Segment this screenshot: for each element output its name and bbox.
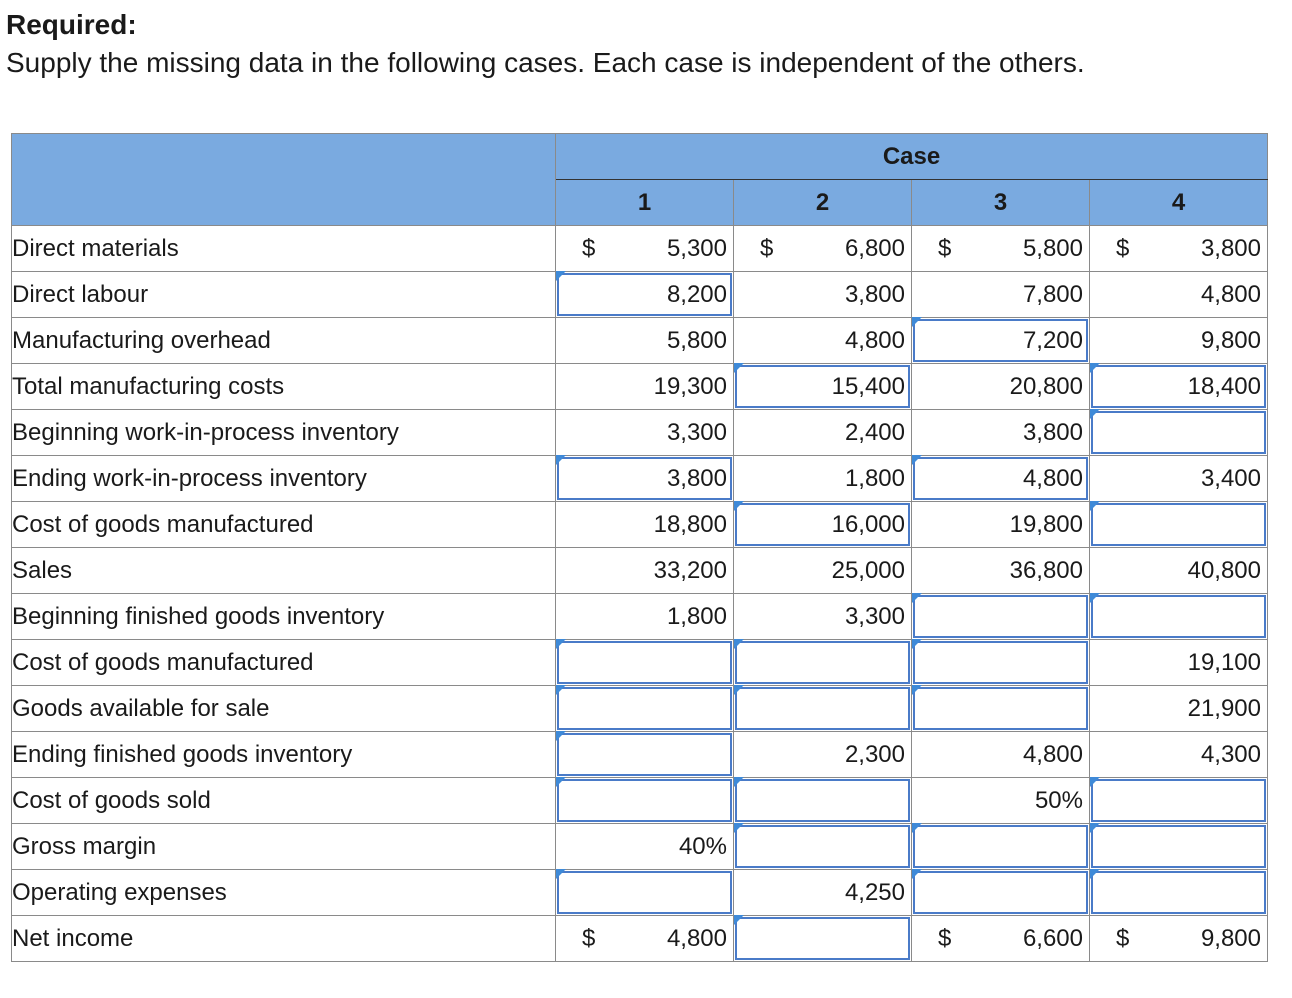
case-4-cell[interactable] <box>1090 824 1268 870</box>
table-row <box>12 410 1268 456</box>
cell-content <box>556 732 733 777</box>
case-4-cell[interactable] <box>1090 594 1268 640</box>
cell-content <box>734 364 911 409</box>
case-4-cell <box>1090 916 1268 962</box>
row-label: Operating expenses <box>12 870 556 916</box>
instructions-text: Supply the missing data in the following cases. Each case is independent of the others. <box>6 47 1085 78</box>
cell-content <box>734 732 911 777</box>
cell-value: 21,900 <box>1187 694 1261 722</box>
case-2-cell <box>734 870 912 916</box>
case-2-cell <box>734 272 912 318</box>
cell-content <box>1090 594 1267 639</box>
cell-value: 3,400 <box>1200 464 1261 492</box>
case-3-cell <box>912 548 1090 594</box>
cell-content <box>734 778 911 823</box>
cell-content <box>1090 778 1267 823</box>
cell-value: 19,300 <box>653 372 727 400</box>
cell-content <box>556 226 733 271</box>
cell-value: 4,250 <box>844 878 905 906</box>
cell-content <box>556 502 733 547</box>
case-3-cell[interactable] <box>912 640 1090 686</box>
cell-content <box>556 594 733 639</box>
cases-table <box>11 133 1268 962</box>
row-label: Gross margin <box>12 824 556 870</box>
cell-value: 4,800 <box>1022 464 1083 492</box>
dollar-sign: $ <box>938 924 952 952</box>
dollar-sign: $ <box>582 924 596 952</box>
cell-content <box>1090 870 1267 915</box>
cell-content <box>912 594 1089 639</box>
cell-content <box>556 686 733 731</box>
table-row <box>12 272 1268 318</box>
case-3-cell <box>912 410 1090 456</box>
cell-value: 5,300 <box>666 234 727 262</box>
cell-content <box>734 870 911 915</box>
row-label: Sales <box>12 548 556 594</box>
cell-value: 33,200 <box>653 556 727 584</box>
cell-content <box>1090 502 1267 547</box>
case-1-cell <box>556 410 734 456</box>
case-2-cell <box>734 226 912 272</box>
cell-content <box>1090 686 1267 731</box>
cell-content <box>556 870 733 915</box>
cell-content <box>912 364 1089 409</box>
case-4-cell <box>1090 548 1268 594</box>
case-2-cell <box>734 456 912 502</box>
heading-required: Required: <box>6 9 137 40</box>
case-4-cell <box>1090 272 1268 318</box>
case-3-cell[interactable] <box>912 870 1090 916</box>
cell-value: 15,400 <box>831 372 905 400</box>
case-4-cell[interactable] <box>1090 502 1268 548</box>
cell-content <box>556 916 733 961</box>
table-body <box>12 226 1268 962</box>
cell-value: 9,800 <box>1200 326 1261 354</box>
cell-value: 19,100 <box>1187 648 1261 676</box>
cell-value: 40% <box>678 832 727 860</box>
cell-value: 16,000 <box>831 510 905 538</box>
cell-value: 3,300 <box>666 418 727 446</box>
case-4-cell[interactable] <box>1090 410 1268 456</box>
cell-content <box>556 364 733 409</box>
cell-content <box>912 272 1089 317</box>
row-label: Total manufacturing costs <box>12 364 556 410</box>
case-3-cell <box>912 916 1090 962</box>
cell-content <box>912 456 1089 501</box>
cell-content <box>1090 272 1267 317</box>
cell-value: 2,300 <box>844 740 905 768</box>
dollar-sign: $ <box>1116 234 1130 262</box>
cell-content <box>912 916 1089 961</box>
cell-value: 20,800 <box>1009 372 1083 400</box>
cell-content <box>912 410 1089 455</box>
case-4-cell <box>1090 640 1268 686</box>
cell-content <box>556 410 733 455</box>
cell-content <box>1090 824 1267 869</box>
case-1-cell <box>556 548 734 594</box>
case-4-cell[interactable] <box>1090 870 1268 916</box>
cell-content <box>912 732 1089 777</box>
cell-value: 3,800 <box>666 464 727 492</box>
case-4-cell <box>1090 456 1268 502</box>
cell-content <box>1090 456 1267 501</box>
table-row <box>12 778 1268 824</box>
cell-value: 5,800 <box>666 326 727 354</box>
row-label: Ending finished goods inventory <box>12 732 556 778</box>
cell-value: 9,800 <box>1200 924 1261 952</box>
case-4-cell <box>1090 732 1268 778</box>
cell-content <box>1090 410 1267 455</box>
cell-content <box>556 318 733 363</box>
case-2-cell <box>734 594 912 640</box>
case-2-cell[interactable] <box>734 364 912 410</box>
case-4-cell <box>1090 686 1268 732</box>
cell-value: 2,400 <box>844 418 905 446</box>
cell-content <box>556 778 733 823</box>
row-label: Manufacturing overhead <box>12 318 556 364</box>
table-row <box>12 318 1268 364</box>
case-3-cell[interactable] <box>912 318 1090 364</box>
cell-value: 36,800 <box>1009 556 1083 584</box>
row-label: Beginning finished goods inventory <box>12 594 556 640</box>
cell-value: 3,800 <box>1022 418 1083 446</box>
table-row <box>12 870 1268 916</box>
cell-value: 4,300 <box>1200 740 1261 768</box>
dollar-sign: $ <box>1116 924 1130 952</box>
cell-content <box>556 456 733 501</box>
cell-content <box>1090 548 1267 593</box>
case-1-cell[interactable] <box>556 456 734 502</box>
case-2-cell <box>734 732 912 778</box>
cell-content <box>1090 318 1267 363</box>
case-3-cell <box>912 732 1090 778</box>
case-4-cell <box>1090 226 1268 272</box>
cell-value: 1,800 <box>844 464 905 492</box>
cell-value: 7,200 <box>1022 326 1083 354</box>
case-3-cell <box>912 272 1090 318</box>
table-row <box>12 824 1268 870</box>
case-1-cell <box>556 824 734 870</box>
case-number-3: 3 <box>912 180 1090 226</box>
case-1-cell <box>556 318 734 364</box>
dollar-sign: $ <box>582 234 596 262</box>
table-row <box>12 502 1268 548</box>
case-number-4: 4 <box>1090 180 1268 226</box>
cell-content <box>734 456 911 501</box>
cell-content <box>1090 364 1267 409</box>
dollar-sign: $ <box>760 234 774 262</box>
case-3-cell <box>912 364 1090 410</box>
cell-content <box>912 318 1089 363</box>
cell-content <box>912 870 1089 915</box>
row-label: Ending work-in-process inventory <box>12 456 556 502</box>
case-1-cell <box>556 364 734 410</box>
cell-value: 50% <box>1034 786 1083 814</box>
cell-content <box>912 502 1089 547</box>
cell-value: 4,800 <box>844 326 905 354</box>
case-2-cell <box>734 410 912 456</box>
cell-content <box>734 272 911 317</box>
case-1-cell[interactable] <box>556 272 734 318</box>
cell-content <box>1090 732 1267 777</box>
case-3-cell[interactable] <box>912 594 1090 640</box>
cell-content <box>912 640 1089 685</box>
case-1-cell[interactable] <box>556 870 734 916</box>
case-1-cell[interactable] <box>556 732 734 778</box>
cell-value: 18,800 <box>653 510 727 538</box>
case-1-cell <box>556 226 734 272</box>
case-1-cell <box>556 594 734 640</box>
cell-value: 40,800 <box>1187 556 1261 584</box>
cell-value: 7,800 <box>1022 280 1083 308</box>
table-row <box>12 732 1268 778</box>
cell-value: 19,800 <box>1009 510 1083 538</box>
cell-content <box>734 410 911 455</box>
cell-content <box>734 594 911 639</box>
cell-content <box>734 548 911 593</box>
cell-value: 3,800 <box>1200 234 1261 262</box>
table-row <box>12 548 1268 594</box>
row-label: Cost of goods sold <box>12 778 556 824</box>
cell-content <box>912 226 1089 271</box>
cell-content <box>734 318 911 363</box>
row-label: Direct labour <box>12 272 556 318</box>
row-label: Beginning work-in-process inventory <box>12 410 556 456</box>
case-3-cell <box>912 778 1090 824</box>
cell-content <box>734 916 911 961</box>
cell-content <box>556 272 733 317</box>
cell-content <box>912 548 1089 593</box>
case-2-cell[interactable] <box>734 686 912 732</box>
case-2-cell <box>734 548 912 594</box>
cell-content <box>734 686 911 731</box>
cell-value: 3,300 <box>844 602 905 630</box>
table-row <box>12 364 1268 410</box>
row-label: Goods available for sale <box>12 686 556 732</box>
cell-content <box>1090 916 1267 961</box>
cell-content <box>1090 226 1267 271</box>
cell-content <box>556 824 733 869</box>
case-1-cell <box>556 502 734 548</box>
dollar-sign: $ <box>938 234 952 262</box>
case-4-cell <box>1090 318 1268 364</box>
row-label: Cost of goods manufactured <box>12 640 556 686</box>
cell-value: 3,800 <box>844 280 905 308</box>
cell-content <box>556 640 733 685</box>
row-label: Net income <box>12 916 556 962</box>
cell-content <box>734 640 911 685</box>
cell-value: 4,800 <box>666 924 727 952</box>
case-2-cell[interactable] <box>734 778 912 824</box>
cell-content <box>734 824 911 869</box>
row-label: Cost of goods manufactured <box>12 502 556 548</box>
cell-value: 6,600 <box>1022 924 1083 952</box>
cell-content <box>734 502 911 547</box>
table-row <box>12 226 1268 272</box>
cell-value: 4,800 <box>1022 740 1083 768</box>
cell-content <box>1090 640 1267 685</box>
case-header: Case <box>556 134 1268 180</box>
cell-value: 6,800 <box>844 234 905 262</box>
cell-content <box>556 548 733 593</box>
table-row <box>12 594 1268 640</box>
case-2-cell[interactable] <box>734 502 912 548</box>
cell-value: 4,800 <box>1200 280 1261 308</box>
cell-value: 5,800 <box>1022 234 1083 262</box>
cell-value: 25,000 <box>831 556 905 584</box>
case-number-2: 2 <box>734 180 912 226</box>
case-3-cell[interactable] <box>912 824 1090 870</box>
cell-content <box>912 778 1089 823</box>
case-1-cell[interactable] <box>556 640 734 686</box>
row-label: Direct materials <box>12 226 556 272</box>
table-row <box>12 456 1268 502</box>
case-3-cell <box>912 502 1090 548</box>
table-row <box>12 916 1268 962</box>
case-number-1: 1 <box>556 180 734 226</box>
case-4-cell[interactable] <box>1090 364 1268 410</box>
cell-content <box>912 824 1089 869</box>
table-row <box>12 686 1268 732</box>
cell-value: 8,200 <box>666 280 727 308</box>
cell-content <box>734 226 911 271</box>
case-3-cell[interactable] <box>912 686 1090 732</box>
table-row <box>12 640 1268 686</box>
case-4-cell[interactable] <box>1090 778 1268 824</box>
case-1-cell <box>556 916 734 962</box>
cell-value: 18,400 <box>1187 372 1261 400</box>
case-2-cell[interactable] <box>734 916 912 962</box>
case-3-cell <box>912 226 1090 272</box>
cell-value: 1,800 <box>666 602 727 630</box>
case-1-cell[interactable] <box>556 778 734 824</box>
case-2-cell <box>734 318 912 364</box>
row-label-header <box>12 134 556 226</box>
case-2-cell[interactable] <box>734 824 912 870</box>
case-3-cell[interactable] <box>912 456 1090 502</box>
case-2-cell[interactable] <box>734 640 912 686</box>
case-1-cell[interactable] <box>556 686 734 732</box>
cell-content <box>912 686 1089 731</box>
